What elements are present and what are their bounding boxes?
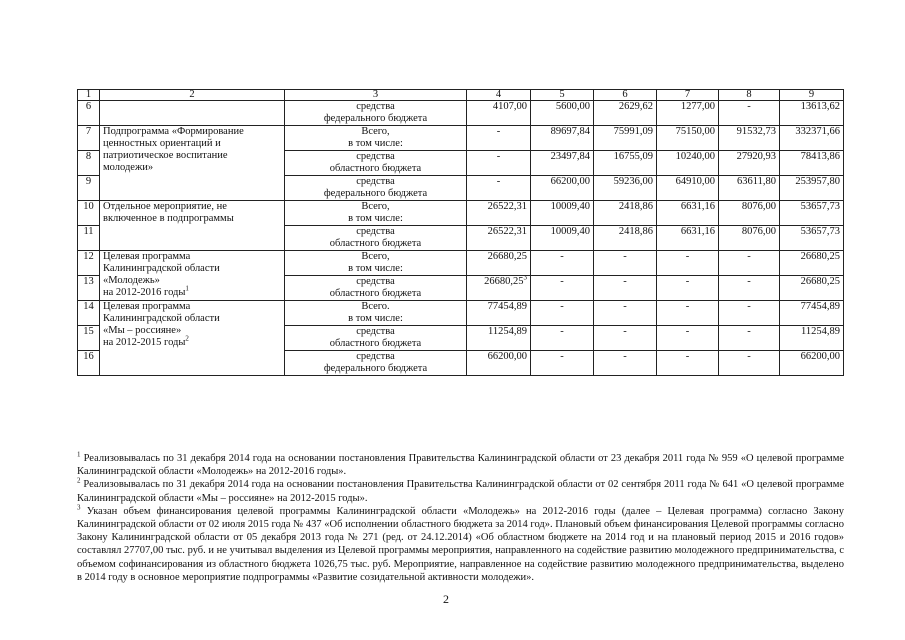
value-cell — [531, 351, 594, 376]
value-cell — [657, 101, 719, 126]
value-cell — [657, 301, 719, 326]
value-cell — [594, 151, 657, 176]
value-text: - — [623, 326, 627, 337]
value-text: 332371,66 — [795, 126, 840, 137]
value-text: - — [685, 251, 690, 262]
value-cell — [467, 301, 531, 326]
value-cell — [467, 351, 531, 376]
value-cell — [657, 326, 719, 351]
value-text: - — [747, 276, 751, 287]
funding-type — [285, 101, 467, 126]
value-cell — [531, 226, 594, 251]
row-number: 10 — [78, 201, 100, 226]
page-number: 2 — [443, 592, 449, 606]
table-header-cell: 2 — [100, 90, 285, 101]
value-text: 26680,25 — [484, 276, 524, 287]
row-number: 15 — [78, 326, 100, 351]
value-text: - — [560, 276, 564, 287]
footnote-text: Реализовывалась по 31 декабря 2014 года на основании постановления Правительства Калининградской области от 23 декабря 2011 года № 959 «О целевой программе Калининградской области «Молодежь» на 2012-2016 годы». — [77, 453, 844, 478]
value-text: 77454,89 — [800, 301, 840, 312]
program-description — [100, 126, 285, 201]
value-cell — [594, 301, 657, 326]
row-number: 6 — [78, 101, 100, 126]
funding-type-line: средства — [356, 326, 395, 337]
funding-type — [285, 151, 467, 176]
value-text: 77454,89 — [487, 301, 527, 312]
value-text: - — [685, 326, 690, 337]
value-text: 10240,00 — [675, 151, 715, 162]
value-cell — [467, 126, 531, 151]
value-text: 53657,73 — [800, 201, 840, 212]
value-text: 66200,00 — [800, 351, 840, 362]
value-text: 11254,89 — [801, 326, 840, 337]
description-line: на 2012-2016 годы — [103, 287, 186, 298]
funding-type-line: средства — [356, 351, 395, 362]
funding-type-line: Всего, — [361, 201, 390, 212]
value-cell — [719, 151, 780, 176]
funding-type — [285, 276, 467, 301]
value-text: 27920,93 — [736, 151, 776, 162]
value-text: - — [747, 101, 751, 112]
value-text: 10009,40 — [550, 201, 590, 212]
table-row — [78, 201, 844, 226]
value-cell — [780, 126, 844, 151]
value-cell — [657, 126, 719, 151]
value-text: 11254,89 — [488, 326, 527, 337]
value-text: - — [496, 151, 501, 162]
value-text: - — [623, 276, 627, 287]
table-body — [78, 90, 844, 376]
value-text: 91532,73 — [736, 126, 776, 137]
funding-type-line: Всего. — [361, 301, 390, 312]
value-text: 26680,25 — [487, 251, 527, 262]
value-cell — [719, 326, 780, 351]
program-description — [100, 251, 285, 301]
row-number: 16 — [78, 351, 100, 376]
value-cell — [467, 326, 531, 351]
value-cell — [467, 176, 531, 201]
funding-type-line: средства — [356, 226, 395, 237]
value-text: 59236,00 — [613, 176, 653, 187]
funding-type-line: в том числе: — [348, 138, 403, 149]
program-description — [100, 301, 285, 376]
value-cell — [467, 276, 531, 301]
footnote-ref: 3 — [523, 275, 527, 282]
value-cell — [780, 226, 844, 251]
value-text: - — [623, 301, 627, 312]
value-text: - — [685, 351, 690, 362]
value-cell — [594, 126, 657, 151]
value-cell — [594, 326, 657, 351]
funding-type — [285, 126, 467, 151]
table-row — [78, 301, 844, 326]
value-cell — [467, 226, 531, 251]
funding-type-line: средства — [356, 101, 395, 112]
funding-type — [285, 176, 467, 201]
table-row — [78, 101, 844, 126]
value-text: 6631,16 — [680, 201, 715, 212]
description-line: включенное в подпрограммы — [103, 213, 234, 224]
funding-type — [285, 201, 467, 226]
value-cell — [531, 276, 594, 301]
value-text: 2629,62 — [618, 101, 653, 112]
value-text: 75150,00 — [675, 126, 715, 137]
funding-type-line: областного бюджета — [329, 238, 422, 249]
value-cell — [657, 151, 719, 176]
value-text: 253957,80 — [795, 176, 840, 187]
value-text: - — [560, 301, 564, 312]
footnote-ref: 2 — [185, 334, 189, 343]
value-cell — [657, 176, 719, 201]
value-cell — [531, 151, 594, 176]
value-cell — [594, 251, 657, 276]
program-description — [100, 201, 285, 251]
table-header-cell: 9 — [780, 90, 844, 101]
value-cell — [594, 226, 657, 251]
value-cell — [780, 201, 844, 226]
funding-type-line: областного бюджета — [329, 163, 422, 174]
value-cell — [780, 276, 844, 301]
description-line: молодежи» — [103, 162, 154, 173]
value-cell — [780, 101, 844, 126]
description-line: «Молодежь» — [103, 275, 160, 286]
table-header-cell: 1 — [78, 90, 100, 101]
description-line: Отдельное мероприятие, не — [103, 201, 227, 212]
footnote-marker: 1 — [77, 450, 81, 459]
funding-type-line: федерального бюджета — [323, 363, 428, 374]
funding-type-line: областного бюджета — [329, 338, 422, 349]
budget-table — [77, 89, 844, 376]
value-text: 26522,31 — [487, 201, 527, 212]
table-header-cell: 6 — [594, 90, 657, 101]
value-cell — [531, 201, 594, 226]
value-text: 64910,00 — [675, 176, 715, 187]
value-text: 75991,09 — [613, 126, 653, 137]
description-line: на 2012-2015 годы — [103, 337, 186, 348]
value-text: 78413,86 — [800, 151, 840, 162]
value-text: 26680,25 — [800, 276, 840, 287]
footnote-ref: 1 — [185, 284, 189, 293]
footnote — [77, 452, 844, 478]
footnote-text: Указан объем финансирования целевой программы Калининградской области «Молодежь» на 2012-2016 годы (далее – Целевая программа) согласно Закону Калининградской области от 02 июля 2015 года № 437 «Об исполнении областного бюджета за 2014 год». Плановый объем финансирования Целевой программы согласно Закону Калининградской области от 05 декабря 2013 года № 271 (ред. от 24.12.2014) «Об областном бюджете на 2014 год и на плановый период 2015 и 2016 годов» составлял 27707,00 тыс. руб. и не учитывал выделения из Целевой программы мероприятия, направленного на содействие развитию молодежного предпринимательства, с объемом софинансирования из областного бюджета 1026,75 тыс. руб. Мероприятие, направленное на содействие развитию молодежного предпринимательства, выделено в 2014 году в основное мероприятие подпрограммы «Развитие созидательной активности молодежи». — [77, 505, 844, 583]
value-cell — [719, 301, 780, 326]
footnote — [77, 505, 844, 584]
value-cell — [780, 251, 844, 276]
footnote-marker: 2 — [77, 476, 81, 485]
value-text: - — [685, 301, 690, 312]
funding-type — [285, 326, 467, 351]
footnote-text: Реализовывалась по 31 декабря 2014 года на основании постановления Правительства Калининградской области от 02 сентября 2011 года № 641 «О целевой программе Калининградской области «Мы – россияне» на 2012-2015 годы». — [77, 479, 845, 504]
funding-type-line: областного бюджета — [329, 288, 422, 299]
table-row — [78, 126, 844, 151]
value-cell — [657, 201, 719, 226]
value-cell — [719, 126, 780, 151]
description-line: Калининградской области — [103, 263, 220, 274]
value-cell — [719, 276, 780, 301]
value-text: - — [496, 176, 501, 187]
funding-type-line: федерального бюджета — [323, 113, 428, 124]
value-cell — [531, 126, 594, 151]
value-text: 5600,00 — [555, 101, 590, 112]
footnote — [77, 478, 844, 504]
description-line: Калининградской области — [103, 313, 220, 324]
value-cell — [531, 301, 594, 326]
value-cell — [594, 101, 657, 126]
funding-type-line: Всего, — [361, 126, 390, 137]
funding-type-line: в том числе: — [348, 313, 403, 324]
value-cell — [594, 201, 657, 226]
row-number: 11 — [78, 226, 100, 251]
table-header-cell: 7 — [657, 90, 719, 101]
funding-type-line: средства — [356, 176, 395, 187]
value-cell — [467, 101, 531, 126]
description-line: Целевая программа — [103, 301, 191, 312]
value-text: 66200,00 — [487, 351, 527, 362]
value-cell — [657, 226, 719, 251]
funding-type — [285, 301, 467, 326]
value-cell — [780, 351, 844, 376]
funding-type-line: в том числе: — [348, 263, 403, 274]
value-cell — [594, 351, 657, 376]
row-number: 14 — [78, 301, 100, 326]
value-text: - — [623, 351, 627, 362]
table-header-row — [78, 90, 844, 101]
footnote-marker: 3 — [77, 503, 81, 512]
value-cell — [780, 301, 844, 326]
table-header-cell: 3 — [285, 90, 467, 101]
value-text: 13613,62 — [800, 101, 840, 112]
value-text: 8076,00 — [741, 201, 776, 212]
description-line: «Мы – россияне» — [103, 325, 182, 336]
table-header-cell: 4 — [467, 90, 531, 101]
value-text: 26522,31 — [487, 226, 527, 237]
value-text: 2418,86 — [618, 201, 653, 212]
value-cell — [657, 351, 719, 376]
row-number: 9 — [78, 176, 100, 201]
value-text: - — [747, 351, 751, 362]
value-text: 26680,25 — [800, 251, 840, 262]
value-text: 53657,73 — [800, 226, 840, 237]
value-text: - — [747, 251, 751, 262]
program-description — [100, 101, 285, 126]
value-text: - — [560, 351, 564, 362]
funding-type — [285, 226, 467, 251]
value-text: 4107,00 — [492, 101, 527, 112]
value-cell — [467, 151, 531, 176]
value-text: - — [496, 126, 501, 137]
value-cell — [780, 176, 844, 201]
value-cell — [719, 101, 780, 126]
value-cell — [531, 176, 594, 201]
footnotes — [77, 452, 844, 584]
value-text: 1277,00 — [680, 101, 715, 112]
value-text: 16755,09 — [613, 151, 653, 162]
value-cell — [467, 201, 531, 226]
value-cell — [719, 201, 780, 226]
value-text: - — [747, 326, 751, 337]
row-number: 8 — [78, 151, 100, 176]
value-text: 63611,80 — [737, 176, 776, 187]
value-text: 89697,84 — [550, 126, 590, 137]
value-cell — [780, 326, 844, 351]
table-header-cell: 5 — [531, 90, 594, 101]
value-cell — [467, 251, 531, 276]
value-text: - — [623, 251, 627, 262]
value-cell — [657, 251, 719, 276]
value-text: 6631,16 — [680, 226, 715, 237]
funding-type-line: федерального бюджета — [323, 188, 428, 199]
description-line: патриотическое воспитание — [103, 150, 228, 161]
row-number: 7 — [78, 126, 100, 151]
funding-type-line: Всего, — [361, 251, 390, 262]
value-cell — [657, 276, 719, 301]
row-number: 13 — [78, 276, 100, 301]
description-line: Целевая программа — [103, 251, 191, 262]
table-header-cell: 8 — [719, 90, 780, 101]
value-cell — [594, 276, 657, 301]
value-cell — [719, 351, 780, 376]
value-cell — [531, 101, 594, 126]
value-text: - — [685, 276, 690, 287]
value-cell — [719, 226, 780, 251]
value-text: - — [560, 326, 564, 337]
value-text: 8076,00 — [741, 226, 776, 237]
value-cell — [531, 251, 594, 276]
funding-type-line: средства — [356, 151, 395, 162]
funding-type — [285, 351, 467, 376]
description-line: Подпрограмма «Формирование — [103, 126, 244, 137]
description-line: ценностных ориентаций и — [103, 138, 221, 149]
value-text: 2418,86 — [618, 226, 653, 237]
value-cell — [719, 176, 780, 201]
value-cell — [780, 151, 844, 176]
value-text: 66200,00 — [550, 176, 590, 187]
value-text: - — [560, 251, 564, 262]
value-cell — [719, 251, 780, 276]
table-row — [78, 251, 844, 276]
row-number: 12 — [78, 251, 100, 276]
value-text: - — [747, 301, 751, 312]
value-cell — [531, 326, 594, 351]
funding-type — [285, 251, 467, 276]
value-text: 23497,84 — [550, 151, 590, 162]
value-text: 10009,40 — [550, 226, 590, 237]
funding-type-line: средства — [356, 276, 395, 287]
value-cell — [594, 176, 657, 201]
funding-type-line: в том числе: — [348, 213, 403, 224]
